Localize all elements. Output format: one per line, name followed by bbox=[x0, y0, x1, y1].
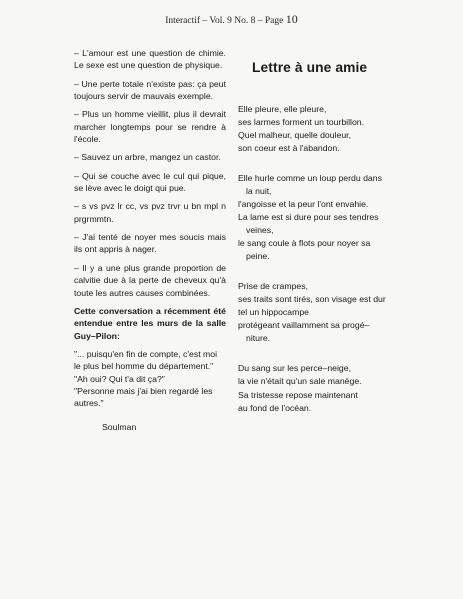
poem-title: Lettre à une amie bbox=[252, 60, 368, 75]
poem-stanza bbox=[238, 172, 428, 263]
poem-line: au fond de l'océan. bbox=[238, 402, 312, 413]
quip: – Plus un homme vieillit, plus il devrait marcher longtemps pour se rendre à l'école. bbox=[74, 109, 226, 145]
header-text: Interactif – Vol. 9 No. 8 – Page bbox=[165, 16, 286, 26]
poem-line: niture. bbox=[246, 333, 271, 344]
page-header bbox=[0, 12, 463, 27]
poem-line: Prise de crampes, bbox=[238, 281, 309, 292]
poem-line: La lame est si dure pour ses tendres bbox=[238, 212, 379, 223]
poem-line: la vie n'était qu'un sale manège. bbox=[238, 376, 362, 387]
quip: – Qui se couche avec le cul qui pique, se lève avec le doigt qui pue. bbox=[74, 170, 226, 194]
poem-line: Elle hurle comme un loup perdu dans bbox=[238, 172, 382, 183]
quip: – Une perte totale n'existe pas: ça peut toujours servir de mauvais exemple. bbox=[74, 78, 226, 102]
poem-line: Sa tristesse repose maintenant bbox=[238, 389, 358, 400]
poem-line: son coeur est à l'abandon. bbox=[238, 142, 340, 153]
poem-line: tel un hippocampe bbox=[238, 307, 309, 318]
dialogue-line: "Personne mais j'ai bien regardé les autres." bbox=[74, 385, 213, 409]
quip: – Sauvez un arbre, mangez un castor. bbox=[74, 152, 221, 163]
poem-line: ses larmes forment un tourbillon. bbox=[238, 116, 365, 127]
quip: – s vs pvz lr cc, vs pvz trvr u bn mpl n prgrmmtn. bbox=[74, 201, 226, 224]
poem bbox=[238, 58, 428, 432]
quip: – J'ai tenté de noyer mes soucis mais ils ont appris à nager. bbox=[74, 232, 226, 255]
conversation-dialogue bbox=[74, 348, 226, 410]
poem-line: Quel malheur, quelle douleur, bbox=[238, 129, 352, 140]
poem-line: veines, bbox=[246, 225, 274, 236]
poem-line: Elle pleure, elle pleure, bbox=[238, 103, 327, 114]
dialogue-line: "... puisqu'en fin de compte, c'est moi le plus bel homme du département." bbox=[74, 348, 218, 372]
poem-stanzas bbox=[238, 103, 428, 415]
signature: Soulman bbox=[102, 421, 137, 432]
page-number: 10 bbox=[285, 12, 298, 26]
dialogue-line: "Ah oui? Qui t'a dit ça?" bbox=[74, 373, 165, 384]
poem-stanza bbox=[238, 362, 428, 414]
poem-line: peine. bbox=[246, 251, 270, 262]
poem-line: Du sang sur les perce–neige, bbox=[238, 363, 352, 374]
poem-line: protégeant vaillamment sa progé– bbox=[238, 320, 370, 331]
poem-stanza bbox=[238, 280, 428, 345]
quip: – Il y a une plus grande proportion de calvitie due à la perte de cheveux qu'à toute les autres causes combinées. bbox=[74, 262, 226, 298]
conversation-intro: Cette conversation a récemment été entendue entre les murs de la salle Guy–Pilon: bbox=[74, 305, 226, 341]
left-column bbox=[74, 47, 226, 439]
poem-line: ses traits sont tirés, son visage est dur bbox=[238, 294, 386, 305]
quip: – L'amour est une question de chimie. Le sexe est une question de physique. bbox=[74, 48, 226, 71]
poem-line: le sang coule à flots pour noyer sa bbox=[238, 238, 371, 249]
poem-line: la nuit, bbox=[246, 185, 272, 196]
poem-line: l'angoisse et la peur l'ont envahie. bbox=[238, 198, 369, 209]
poem-stanza bbox=[238, 103, 428, 155]
